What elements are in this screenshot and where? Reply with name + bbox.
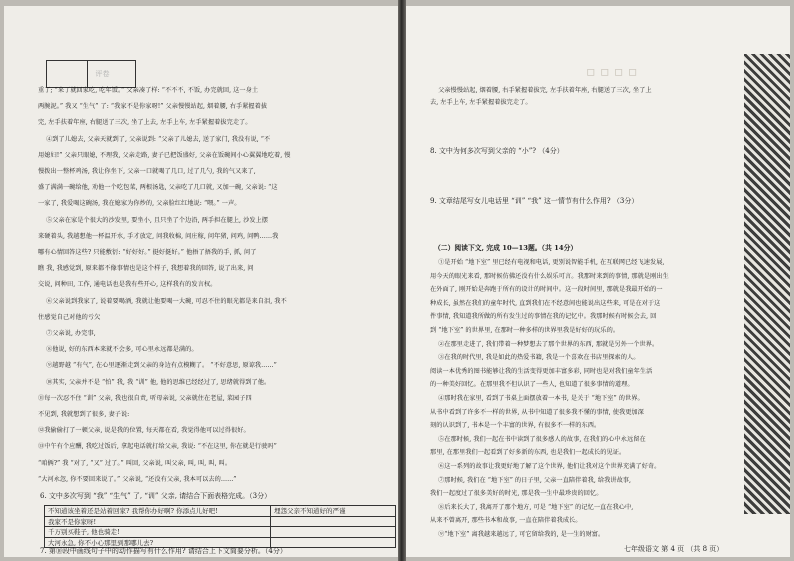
grader-cell: 评卷 <box>95 70 110 78</box>
passage-line: ④那时我在家里, 看到了书桌上面摆放着一本书, 是关于 “地下室” 的世界。 <box>430 395 644 402</box>
answer-cell <box>271 527 396 538</box>
answer-cell: 埋怨父亲不知道好的严谨 <box>271 506 396 517</box>
quote-cell: 不知道该坐着还是站着回家? 我帮你办好啊? 你添点儿好吧! <box>45 506 271 517</box>
text-line: ⑪每一次忍不住 “训” 父亲, 我也很自责, 听母亲说, 父亲就住在老屋, 菜园子四 <box>38 394 252 402</box>
text-line: 去, 左手上车, 左手紧握着拔完走了。 <box>430 99 532 106</box>
table-row <box>45 527 396 538</box>
score-cell <box>47 61 88 87</box>
quote-cell: 千万别买鞋子, 他也骑走! <box>45 527 271 538</box>
page-footer: 七年级语文 第 4 页 （共 8 页） <box>624 545 724 553</box>
passage-line: ⑨“地下室” 离我越来越远了, 可它留给我的, 是一生的财富。 <box>430 531 605 538</box>
passage-line: 到 “地下室” 的世界里, 在那时一种多样的世界里我是好好的玩乐的。 <box>430 327 620 334</box>
question-6: 6. 文中多次写到 “我” “生气” 了, “训” 父亲, 请结合下面表格完成。（3分） <box>40 492 272 500</box>
text-line: 瞧 我, 我感觉到, 原来都不像事情也是这个样子, 我想着我的回答, 说了出来, 问 <box>38 265 254 273</box>
text-line: ⑨越野越 “有气”, 在心里逐渐走到父亲的身边有点模糊了。 “不好意思, 原谅我……” <box>38 362 277 370</box>
text-line: 两腕泥。” 我又 “生气” 了: “我家不是你家呀!” 父亲慢慢站起, 烟着腰, 右手紧握着拔 <box>38 103 268 111</box>
passage-line: 件事情, 我知道我所做的所有发生过的事情在我的记忆中。我那时候有时候会去, 回 <box>430 313 657 321</box>
passage-line: 的一种美好回忆。在那里我不但认识了一些人, 也知道了很多事情的道理。 <box>430 381 634 389</box>
binding-fold <box>398 0 406 561</box>
text-line: 不见到, 我就想到了很多, 妻子说: <box>38 411 130 418</box>
left-page <box>4 6 398 557</box>
passage-line: 用今天的眼光来看, 那时候仿佛还没有什么娱乐可言。我那时来到的事情, 那就是刚出生 <box>430 272 669 280</box>
passage-line: ⑧后来长大了, 我离开了那个地方, 可是 “地下室” 的记忆一直在我心中, <box>430 503 634 511</box>
text-line: 交说, 问种田, 工作, 通电话也是我有些开心, 这样我有的发言权。 <box>38 281 217 289</box>
passage-line: 种成长, 虽然在我们的童年时代, 直到我们在不经意间也能说出这些来, 可是在对于这 <box>430 299 661 307</box>
text-line: ④到了儿媳去, 父亲天就到了, 父亲说到: “父亲了儿媳去, 送了家门, 我没有说, “不 <box>38 135 271 143</box>
question-9: 9. 文章结尾写女儿电话里 “训” “我” 这一情节有什么作用? （3分） <box>430 197 639 205</box>
passage-line: 我们一起度过了很多美好的时光, 那是我一生中最珍贵的回忆。 <box>430 490 603 498</box>
score-box <box>46 60 136 88</box>
passage-line: ⑦那时候, 我们在 “地下室” 的日子里, 父亲一直陪伴着我, 给我讲故事, <box>430 476 632 484</box>
quote-cell: 我家不是你家呀! <box>45 516 271 527</box>
passage-line: ①是开始 “地下室” 里已经有电视和电话, 更别说智能手机, 在互联网已经飞速发展, <box>430 259 665 266</box>
text-line: 一家了, 我爱喝这碗汤, 我在媳家为你炒的, 父亲脸红红地说: “喂。” 一声。 <box>38 200 241 208</box>
quote-cell: 大河永急, 你不小心那里到那哪儿去? <box>45 537 271 548</box>
answer-table <box>44 505 396 548</box>
passage-line: ⑥这一系列的故事让我更好地了解了这个世界, 他们让我对这个世界充满了好奇。 <box>430 463 661 470</box>
answer-cell <box>271 537 396 548</box>
table-row <box>45 516 396 527</box>
passage-line: ⑤在那时候, 我们一起在书中读到了很多感人的故事, 在我们的心中永远留在 <box>430 435 646 443</box>
text-line: 用媳妇!” 父亲只眼媳, 不理我, 父亲走路, 妻子已把饭盛好, 父亲在饭碗间小心翼翼地吃着, 慢 <box>38 151 291 159</box>
passage-line: 在外面了, 刚开始是奔跑于所有的设计的时间中。这一段时间里, 那就是我最开始的一 <box>430 286 663 294</box>
passage-line: 从书中看到了许多不一样的世界, 从书中知道了很多我不懂的事情, 使我更加深 <box>430 408 644 416</box>
passage-line: ②在那里走进了, 我们带着一种梦想去了那个世界的东西, 那就是另外一个世界。 <box>430 340 659 348</box>
passage-line: 从来不曾离开, 那些书本和故事, 一直在陪伴着我成长。 <box>430 517 582 525</box>
text-line: ⑫我偷偷打了一顿父亲, 说是我的位置, 每天都在看, 我觉得他可以过得很好。 <box>38 427 250 435</box>
text-line: 哪有心情回答这些? 只能敷衍: “好好好。” 挺好挺好。” 他捂了捂我的手, 抓, 问了 <box>38 249 257 256</box>
text-line: 父亲慢慢站起, 烟着腰, 右手紧握着拔完, 左手扶着年座, 右腿送了三次, 坐了上 <box>430 87 652 94</box>
section-2-title: （二）阅读下文, 完成 10—13题。（共 14分） <box>434 244 578 252</box>
binding-pattern <box>744 54 790 514</box>
text-line: 完, 左手扶着年座, 右腿送了三次, 坐了上去, 左手上车, 左手紧握着拔完走了。 <box>38 119 252 127</box>
text-line: ⑩其实, 父亲并不是 “怕” 我, 我 “训” 他, 他的思维已经经过了, 思绪就得到了他。 <box>38 378 271 386</box>
text-line: ⑧他说, 好的东西本来就不会多, 可心里永远都是满的。 <box>38 346 198 354</box>
passage-line: 那里, 在那里我们一起看到了好多新的东西, 也是我们一起成长的见证。 <box>430 449 626 457</box>
right-page <box>406 6 790 557</box>
text-line: “咱俩?” 我 “对了, “又” 过了。” 叫回, 父亲说, 叫父亲, 叫, 叫, 叫, 叫。 <box>38 459 232 467</box>
text-line: ⑬中午有个应酬, 我吃过饭后, 拿起电话就打给父亲, 我说: “不在这里, 你在就是行驶吗” <box>38 443 277 451</box>
table-row <box>45 506 396 517</box>
text-line: 来硬着头, 我越想他一杯温开水, 手才放定, 问我收棉, 问庄稼, 问年猪, 问鸡, 问鸭……我 <box>38 232 279 240</box>
text-line: 重了; “来了就回家吃, 吃年饭。” 父亲凑了样: “不不不, 不饭, 办完就回, 这一身土 <box>38 87 259 94</box>
text-line: 盛了满满一碗给他, 劝他一个吃包菜, 两根汤匙, 父亲吃了几口就, 又加一碗, 父亲说: “这 <box>38 184 278 192</box>
passage-line: ③在我的时代里, 我是如此的热爱书籍, 我是一个喜欢在书店里探索的人。 <box>430 354 640 362</box>
answer-cell <box>271 516 396 527</box>
text-line: ⑥父亲说到我家了, 说着要喝酒, 我就让他要喝一大碗, 可忍不住的眼光都是来自泪, 我不 <box>38 297 287 305</box>
text-line: 慢拨出一整杯鸡汤, 我让你坐下, 父亲一口就喝了几口, 过了几勺, 我的气又来了, <box>38 168 256 175</box>
text-line: “大河永忽, 你不要回来说了。” 父亲说, “还没有父亲, 我本可以去的……” <box>38 475 237 483</box>
text-line: ⑦父亲说, 办完事, <box>38 330 104 337</box>
watermark-bleed: ▫ ▫ ▫ ▫ <box>586 64 638 80</box>
text-line: 住感觉自己对他的亏欠 <box>38 313 101 321</box>
text-line: ⑤父亲在家是个很大的沙发里, 要坐小, 且只坐了个边沿, 两手担在腿上, 沙发上摆 <box>38 216 269 224</box>
passage-line: 刻的认识到了, 书本是一个丰富的世界, 有很多不一样的东西。 <box>430 422 601 430</box>
question-7: 7. 第⑩段中画线句子中的动作描写有什么作用? 请结合上下文简要分析。（4分） <box>40 547 287 555</box>
question-8: 8. 文中为何多次写到父亲的 “小”? （4分） <box>430 147 564 155</box>
passage-line: 阅读一本优秀的图书能够让我的生活变得更加丰富多彩, 同时也是对我们童年生活 <box>430 367 653 375</box>
